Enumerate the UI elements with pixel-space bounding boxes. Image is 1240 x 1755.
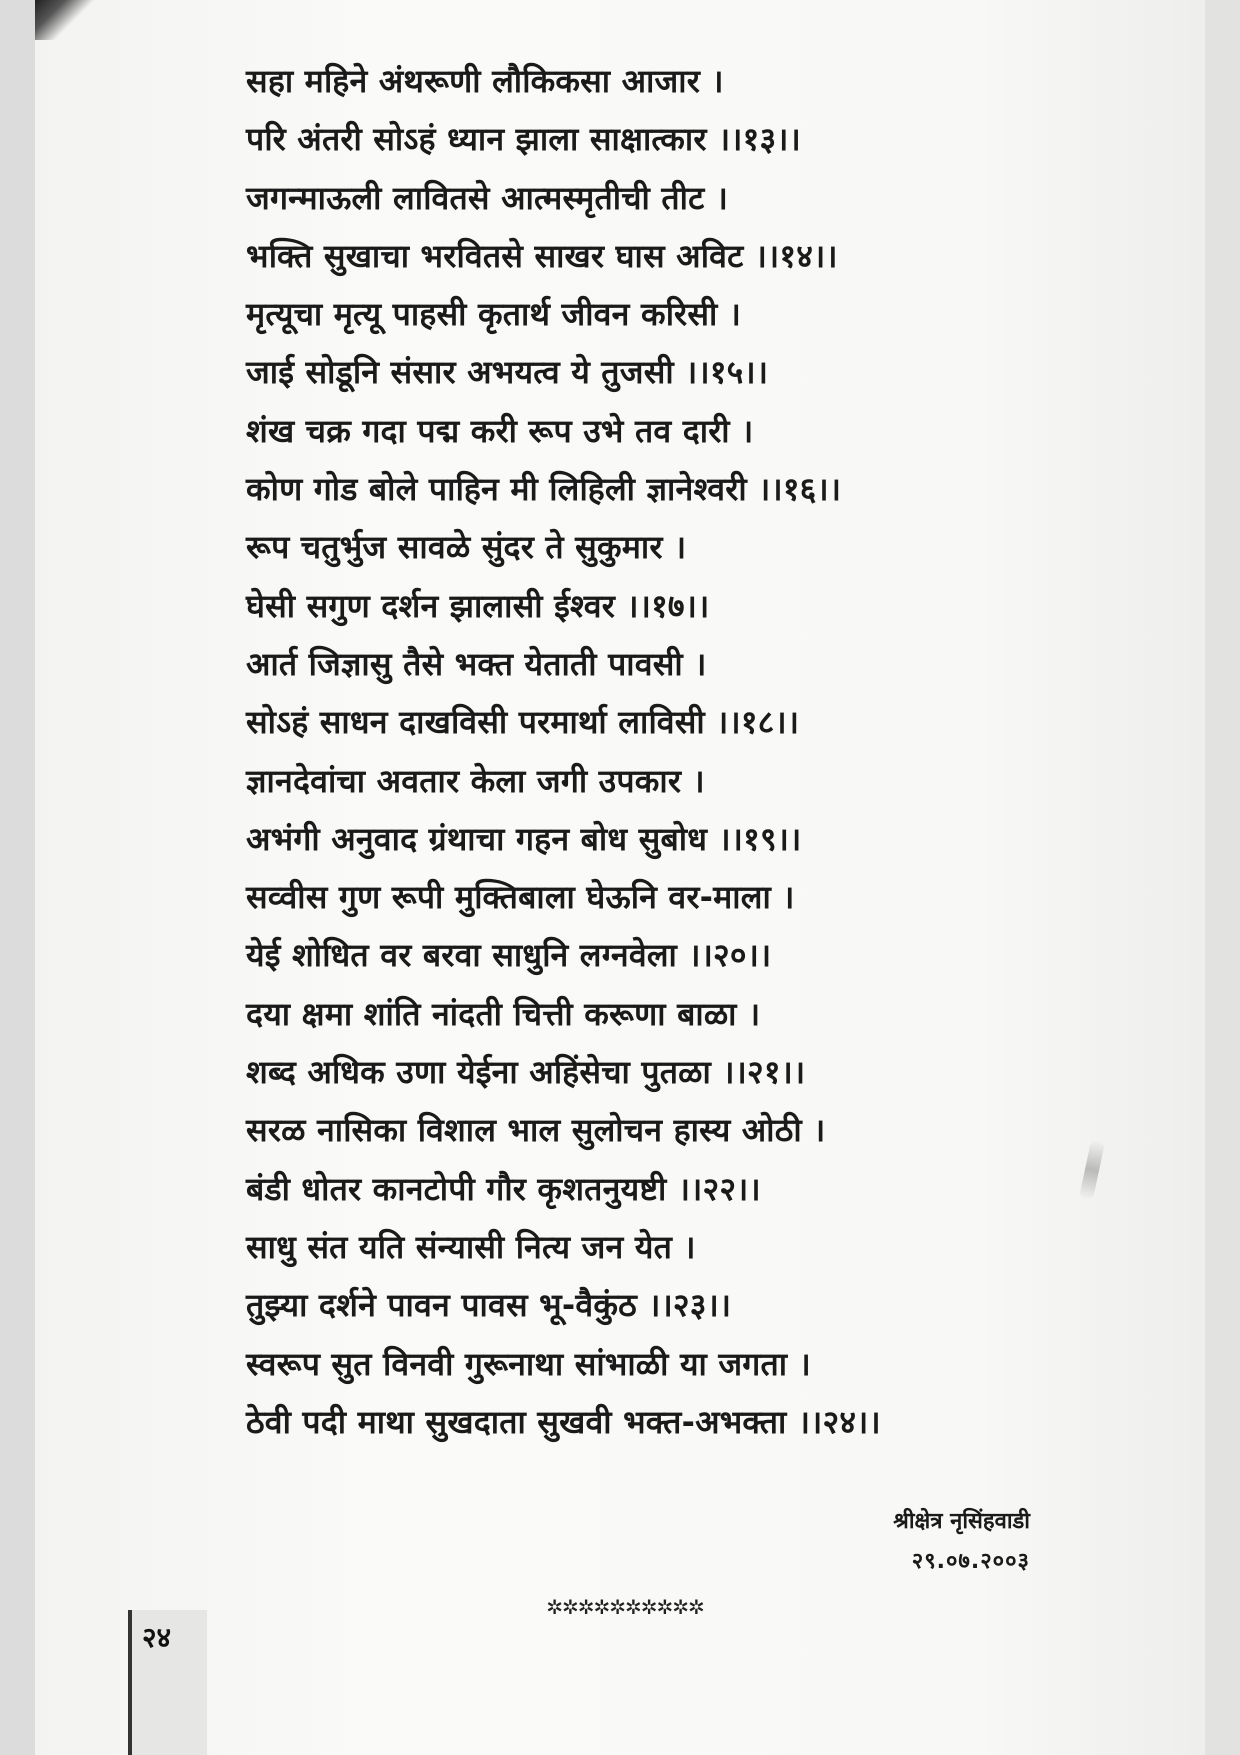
verse-line: जाई सोडूनि संसार अभयत्व ये तुजसी ।।१५।। — [246, 353, 769, 392]
signature-place: श्रीक्षेत्र नृसिंहवाडी — [893, 1509, 1030, 1534]
verse-line: आर्त जिज्ञासु तैसे भक्त येताती पावसी । — [246, 644, 707, 683]
verse-line: परि अंतरी सोऽहं ध्यान झाला साक्षात्कार ।।१३।। — [246, 120, 801, 159]
page-right-edge — [1205, 0, 1240, 1755]
verse-line: शब्द अधिक उणा येईना अहिंसेचा पुतळा ।।२१।। — [246, 1053, 806, 1092]
verse-line: जगन्माऊली लावितसे आत्मस्मृतीची तीट । — [246, 178, 729, 217]
signature-date: २९.०७.२००३ — [911, 1549, 1030, 1574]
decorative-ornament: ✲✲✲✲✲✲✲✲✲✲ — [546, 1595, 704, 1619]
verse-line: दया क्षमा शांति नांदती चित्ती करूणा बाळा । — [246, 994, 761, 1033]
verse-line: स्वरूप सुत विनवी गुरूनाथा सांभाळी या जगता । — [246, 1344, 811, 1383]
verse-line: शंख चक्र गदा पद्म करी रूप उभे तव दारी । — [246, 411, 754, 450]
verse-list — [246, 52, 1126, 1451]
verse-line: घेसी सगुण दर्शन झालासी ईश्वर ।।१७।। — [246, 586, 710, 625]
verse-line: ज्ञानदेवांचा अवतार केला जगी उपकार । — [246, 761, 705, 800]
verse-line: सव्वीस गुण रूपी मुक्तिबाला घेऊनि वर-माला । — [246, 878, 795, 917]
verse-line: ठेवी पदी माथा सुखदाता सुखवी भक्त-अभक्ता ।।२४।। — [246, 1402, 881, 1441]
verse-line: येई शोधित वर बरवा साधुनि लग्नवेला ।।२०।। — [246, 936, 772, 975]
verse-line: सहा महिने अंथरूणी लौकिकसा आजार । — [246, 62, 724, 100]
verse-line: कोण गोड बोले पाहिन मी लिहिली ज्ञानेश्वरी ।।१६।। — [246, 470, 842, 509]
verse-line: अभंगी अनुवाद ग्रंथाचा गहन बोध सुबोध ।।१९।। — [246, 819, 802, 858]
page-number: २४ — [142, 1621, 172, 1654]
verse-line: सोऽहं साधन दाखविसी परमार्था लाविसी ।।१८।। — [246, 703, 800, 742]
verse-line: भक्ति सुखाचा भरवितसे साखर घास अविट ।।१४।। — [246, 236, 838, 275]
verse-line: सरळ नासिका विशाल भाल सुलोचन हास्य ओठी । — [246, 1111, 826, 1150]
verse-line: साधु संत यति संन्यासी नित्य जन येत । — [246, 1227, 696, 1266]
verse-line: बंडी धोतर कानटोपी गौर कृशतनुयष्टी ।।२२।। — [246, 1169, 761, 1208]
verse-line: तुझ्या दर्शने पावन पावस भू-वैकुंठ ।।२३।। — [246, 1286, 732, 1325]
verse-line: रूप चतुर्भुज सावळे सुंदर ते सुकुमार । — [246, 528, 687, 567]
verse-line: मृत्यूचा मृत्यू पाहसी कृतार्थ जीवन करिसी । — [246, 295, 742, 334]
page-corner-shadow — [35, 0, 95, 40]
